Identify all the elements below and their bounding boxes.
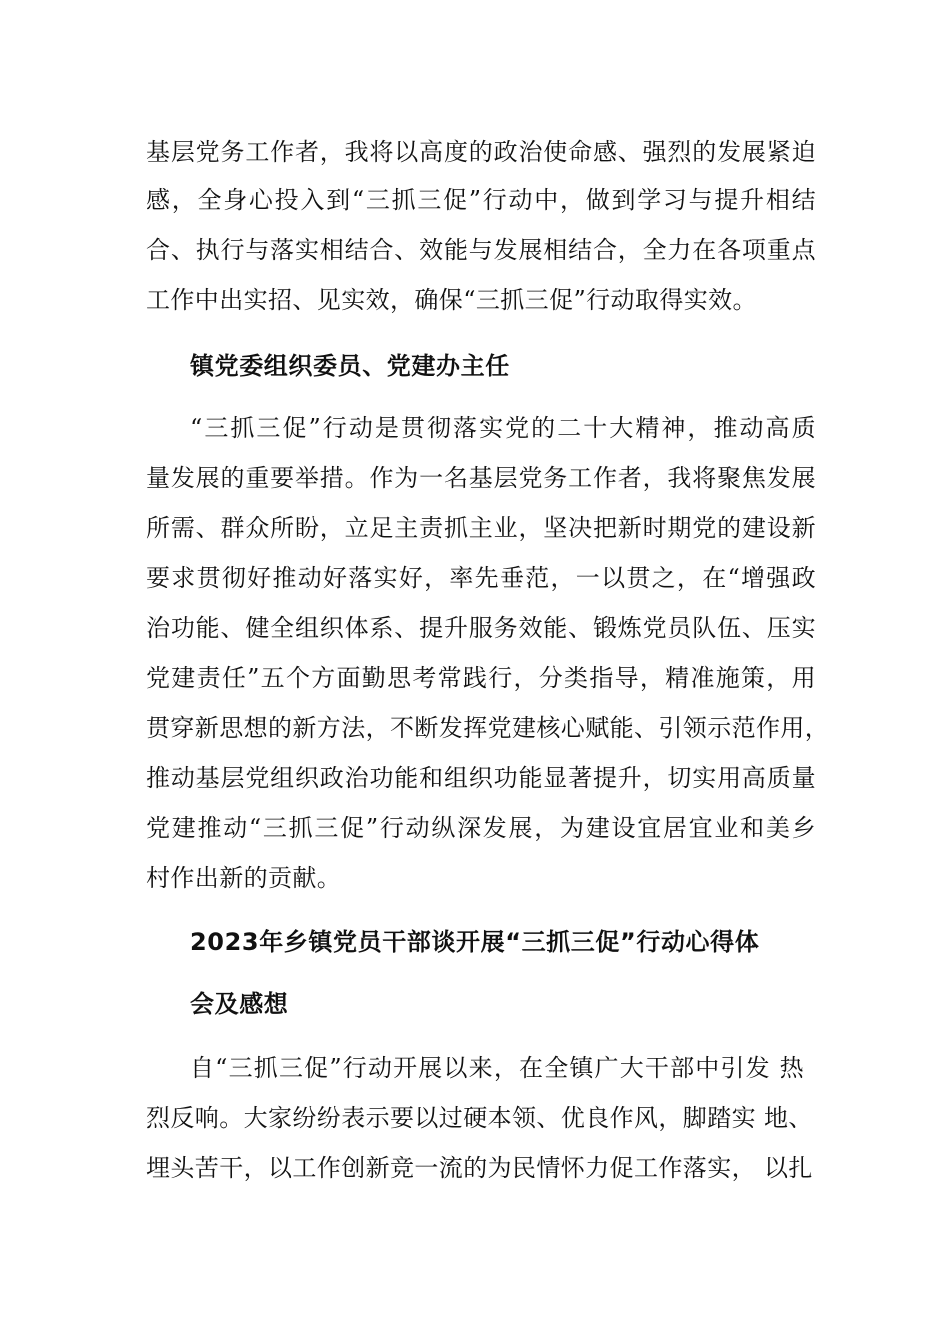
section-heading: 镇党委组织委员、党建办主任: [190, 352, 510, 380]
paragraph-2-line-5: 治功能、健全组织体系、提升服务效能、锻炼党员队伍、压实: [146, 614, 816, 642]
paragraph-2-line-8: 推动基层党组织政治功能和组织功能显著提升，切实用高质量: [146, 764, 816, 792]
paragraph-1-line-3: 合、执行与落实相结合、效能与发展相结合，全力在各项重点: [146, 236, 816, 264]
paragraph-2-line-1: “三抓三促”行动是贯彻落实党的二十大精神，推动高质: [190, 414, 816, 442]
paragraph-3-line-2: 烈反响。大家纷纷表示要以过硬本领、优良作风，脚踏实 地、: [146, 1104, 813, 1132]
paragraph-1-line-4: 工作中出实招、见实效，确保“三抓三促”行动取得实效。: [146, 286, 757, 314]
paragraph-2-line-6: 党建责任”五个方面勤思考常践行，分类指导，精准施策，用: [146, 664, 816, 692]
paragraph-3-line-1: 自“三抓三促”行动开展以来，在全镇广大干部中引发 热: [190, 1054, 804, 1082]
article-title-line-2: 会及感想: [190, 990, 289, 1018]
paragraph-1-line-1: 基层党务工作者，我将以高度的政治使命感、强烈的发展紧迫: [146, 138, 816, 166]
paragraph-1-line-2: 感，全身心投入到“三抓三促”行动中，做到学习与提升相结: [146, 186, 816, 214]
paragraph-2-line-7: 贯穿新思想的新方法，不断发挥党建核心赋能、引领示范作用，: [146, 714, 830, 742]
article-title-line-1: 2023年乡镇党员干部谈开展“三抓三促”行动心得体: [190, 928, 760, 956]
paragraph-2-line-2: 量发展的重要举措。作为一名基层党务工作者，我将聚焦发展: [146, 464, 816, 492]
paragraph-2-line-10: 村作出新的贡献。: [146, 864, 342, 892]
paragraph-3-line-3: 埋头苦干，以工作创新竞一流的为民情怀力促工作落实， 以扎: [146, 1154, 813, 1182]
paragraph-2-line-4: 要求贯彻好推动好落实好，率先垂范，一以贯之，在“增强政: [146, 564, 816, 592]
paragraph-2-line-3: 所需、群众所盼，立足主责抓主业，坚决把新时期党的建设新: [146, 514, 816, 542]
paragraph-2-line-9: 党建推动“三抓三促”行动纵深发展，为建设宜居宜业和美乡: [146, 814, 816, 842]
